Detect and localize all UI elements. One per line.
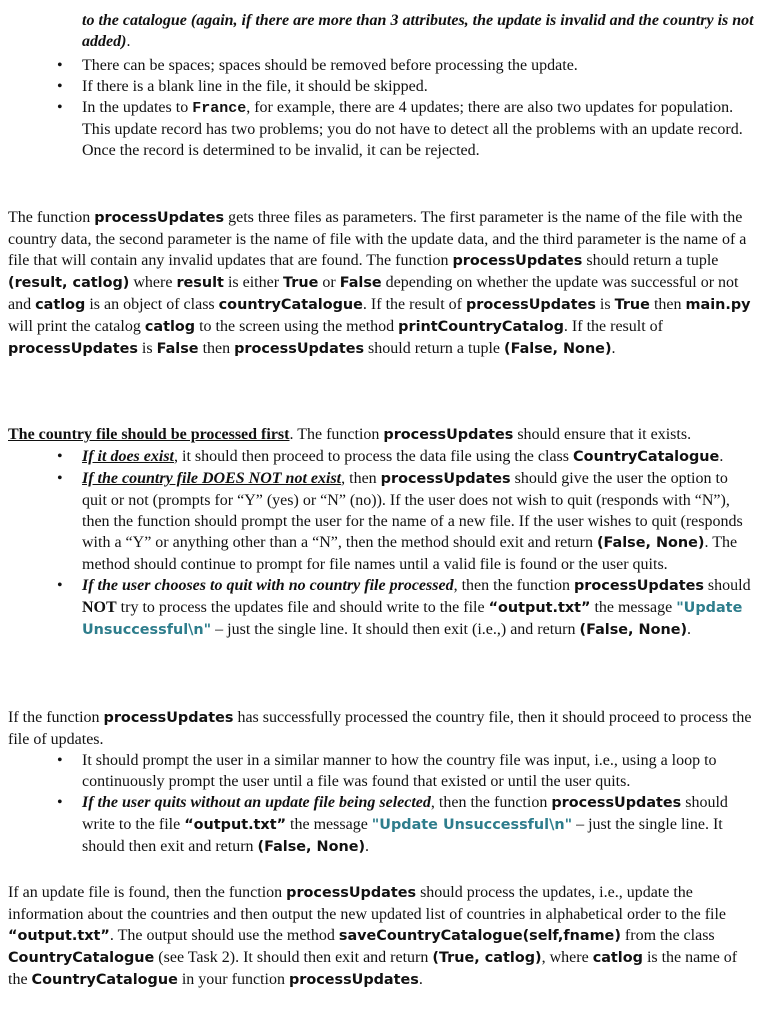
section-heading: The country file should be processed first <box>8 426 290 443</box>
paragraph-update-file: If the function processUpdates has successfully processed the country file, then it should proceed to process the file of updates. <box>8 709 752 748</box>
list-item: • If it does exist, it should then proceed to process the data file using the class CountryCatalogue. <box>0 446 756 468</box>
list-item: • In the updates to France, for example, there are 4 updates; there are also two updates for population. This update record has two problems; you do not have to detect all the problems with an update record. Once the record is determined to be invalid, it can be rejected. <box>0 97 756 161</box>
paragraph-output: If an update file is found, then the function processUpdates should process the updates, i.e., update the information about the countries and then output the new updated list of countries in alphabetical order to the file “output.txt”. The output should use the method saveCountryCatalogue(self,fname) from the class CountryCatalogue (see Task 2). It should then exit and return (True, catlog), where catlog is the name of the CountryCatalogue in your function processUpdates. <box>8 884 738 988</box>
bullet-list-rules <box>0 55 756 161</box>
list-item: • There can be spaces; spaces should be removed before processing the update. <box>0 55 756 76</box>
list-item: • It should prompt the user in a similar manner to how the country file was input, i.e., using a loop to continuously prompt the user until a file was found that existed or until the user quits. <box>0 750 756 792</box>
bullet-list-update-file <box>0 750 756 858</box>
list-item: • If the user chooses to quit with no country file processed, then the function processUpdates should NOT try to process the updates file and should write to the file “output.txt” the message "Update Unsuccessful\n" – just the single line. It should then exit (i.e.,) and return (False, None). <box>0 575 756 641</box>
code-france: France <box>192 100 247 117</box>
list-item: • If the user quits without an update file being selected, then the function processUpdates should write to the file “output.txt” the message "Update Unsuccessful\n" – just the single line. It should then exit and return (False, None). <box>0 792 756 858</box>
message-update-unsuccessful: "Update Unsuccessful\n" <box>82 600 743 638</box>
bullet-list-country-file <box>0 446 756 641</box>
list-item: • If the country file DOES NOT not exist, then processUpdates should give the user the option to quit or not (prompts for “Y” (yes) or “N” (no)). If the user does not wish to quit (responds with “N”), then the function should prompt the user for the name of a new file. If the user wishes to quit (responds with a “Y” or anything other than a “N”, then the method should exit and return (False, None). The method should continue to prompt for file names until a valid file is found or the user quits. <box>0 468 756 575</box>
list-item: • If there is a blank line in the file, it should be skipped. <box>0 76 756 97</box>
paragraph-country-file: The country file should be processed first. The function processUpdates should ensure that it exists. <box>8 426 692 443</box>
message-update-unsuccessful: "Update Unsuccessful\n" <box>371 817 573 833</box>
continuation-text: to the catalogue (again, if there are more than 3 attributes, the update is invalid and the country is not added). <box>82 12 754 50</box>
paragraph-process-updates: The function processUpdates gets three files as parameters. The first parameter is the name of the file with the country data, the second parameter is the name of file with the update data, and the third parameter is the name of a file that will contain any invalid updates that are found. The function processUpdates should return a tuple (result, catlog) where result is either True or False depending on whether the update was successful or not and catlog is an object of class countryCatalogue. If the result of processUpdates is True then main.py will print the catalog catlog to the screen using the method printCountryCatalog. If the result of processUpdates is False then processUpdates should return a tuple (False, None). <box>8 209 751 357</box>
